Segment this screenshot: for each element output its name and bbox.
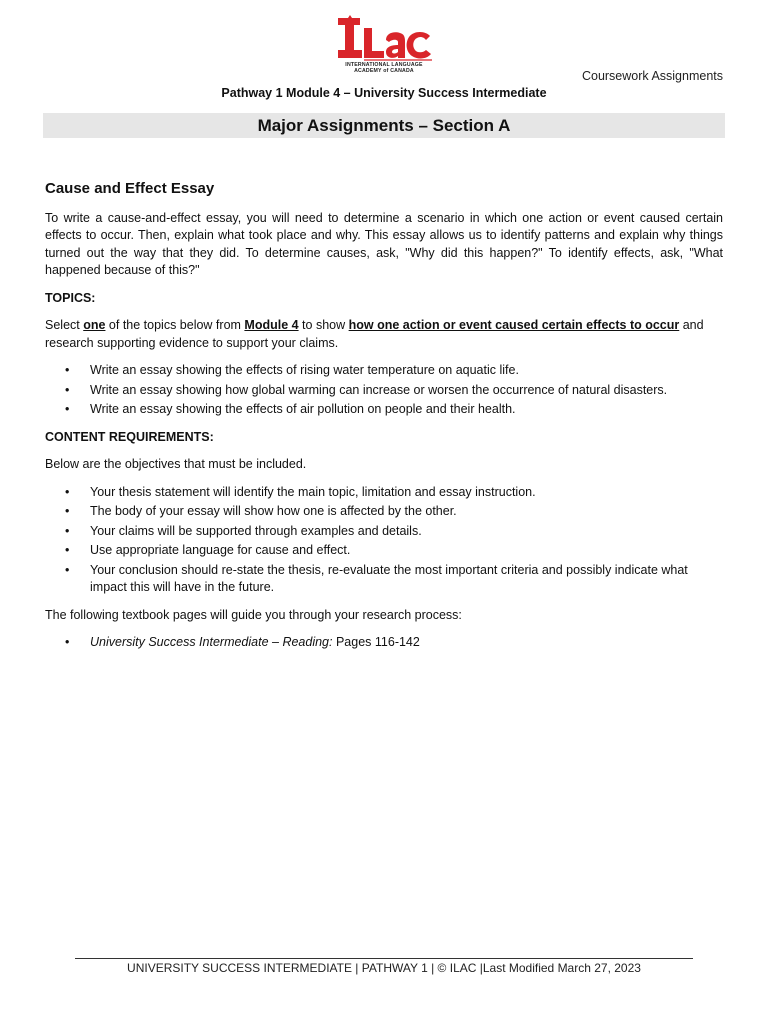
textbook-pages: Pages 116-142 (335, 635, 420, 649)
objective-text: Your thesis statement will identify the main topic, limitation and essay instruction. (90, 484, 536, 499)
bullet-icon: • (65, 382, 70, 397)
list-item (45, 523, 723, 541)
topic-text: Write an essay showing the effects of air pollution on people and their health. (90, 402, 516, 416)
select-text-3: to show (298, 318, 349, 332)
objective-text: Your conclusion should re-state the thesis, re-evaluate the most important criteria and possibly indicate what impact this will have in the future. (90, 562, 688, 594)
document-body (45, 180, 723, 662)
ilac-logo-mark (334, 14, 434, 62)
pathway-title: Pathway 1 Module 4 – University Success Intermediate (221, 86, 547, 100)
topics-label: TOPICS: (45, 290, 96, 305)
module-emphasis: Module 4 (244, 318, 299, 332)
bullet-icon: • (65, 562, 70, 577)
page-footer: UNIVERSITY SUCCESS INTERMEDIATE | PATHWAY 1 | © ILAC |Last Modified March 27, 2023 (127, 961, 641, 975)
select-text-4: and research supporting evidence to support your claims. (45, 318, 704, 350)
list-item (45, 634, 723, 652)
objective-text: Your claims will be supported through examples and details. (90, 523, 422, 538)
essay-intro: To write a cause-and-effect essay, you will need to determine a scenario in which one action or event caused certain effects to occur. Then, explain what took place and why. This essay allows us to identify patterns and explain why things turned out the way that they did. To determine causes, ask, "Why did this happen?" To identify effects, ask, "What happened because of this?" (45, 210, 723, 277)
bullet-icon: • (65, 504, 70, 518)
list-item (45, 503, 723, 521)
section-title: Major Assignments – Section A (43, 113, 725, 138)
textbook-list (45, 634, 723, 652)
goal-emphasis: how one action or event caused certain effects to occur (348, 318, 680, 332)
coursework-assignments-label: Coursework Assignments (581, 69, 723, 83)
logo-subtitle-line1: INTERNATIONAL LANGUAGE (345, 62, 423, 68)
logo-subtitle (334, 62, 434, 74)
list-item (45, 542, 723, 560)
topic-text: Write an essay showing the effects of rising water temperature on aquatic life. (90, 363, 519, 377)
essay-heading: Cause and Effect Essay (45, 180, 215, 197)
objective-text: The body of your essay will show how one is affected by the other. (90, 504, 457, 518)
objectives-intro: Below are the objectives that must be included. (45, 457, 307, 471)
list-item (45, 562, 723, 597)
list-item (45, 362, 723, 380)
list-item (45, 484, 723, 502)
footer-divider (75, 958, 693, 959)
textbook-intro: The following textbook pages will guide you through your research process: (45, 607, 462, 622)
objectives-list (45, 484, 723, 597)
topics-list (45, 362, 723, 419)
bullet-icon: • (65, 635, 70, 649)
bullet-icon: • (65, 523, 70, 538)
ilac-logo (334, 14, 434, 78)
list-item (45, 401, 723, 419)
bullet-icon: • (65, 543, 70, 557)
select-one-emphasis: one (83, 318, 106, 332)
textbook-title: University Success Intermediate – Reading: (90, 635, 333, 649)
objective-text: Use appropriate language for cause and effect. (90, 543, 351, 557)
select-text-1: Select (45, 318, 84, 332)
list-item (45, 382, 723, 400)
topic-text: Write an essay showing how global warming can increase or worsen the occurrence of natural disasters. (90, 382, 668, 397)
select-instructions (45, 317, 723, 352)
content-requirements-label: CONTENT REQUIREMENTS: (45, 429, 214, 444)
bullet-icon: • (65, 402, 70, 416)
logo-subtitle-line2: ACADEMY of CANADA (354, 68, 414, 74)
select-text-2: of the topics below from (105, 318, 245, 332)
bullet-icon: • (65, 484, 70, 499)
bullet-icon: • (65, 363, 70, 377)
